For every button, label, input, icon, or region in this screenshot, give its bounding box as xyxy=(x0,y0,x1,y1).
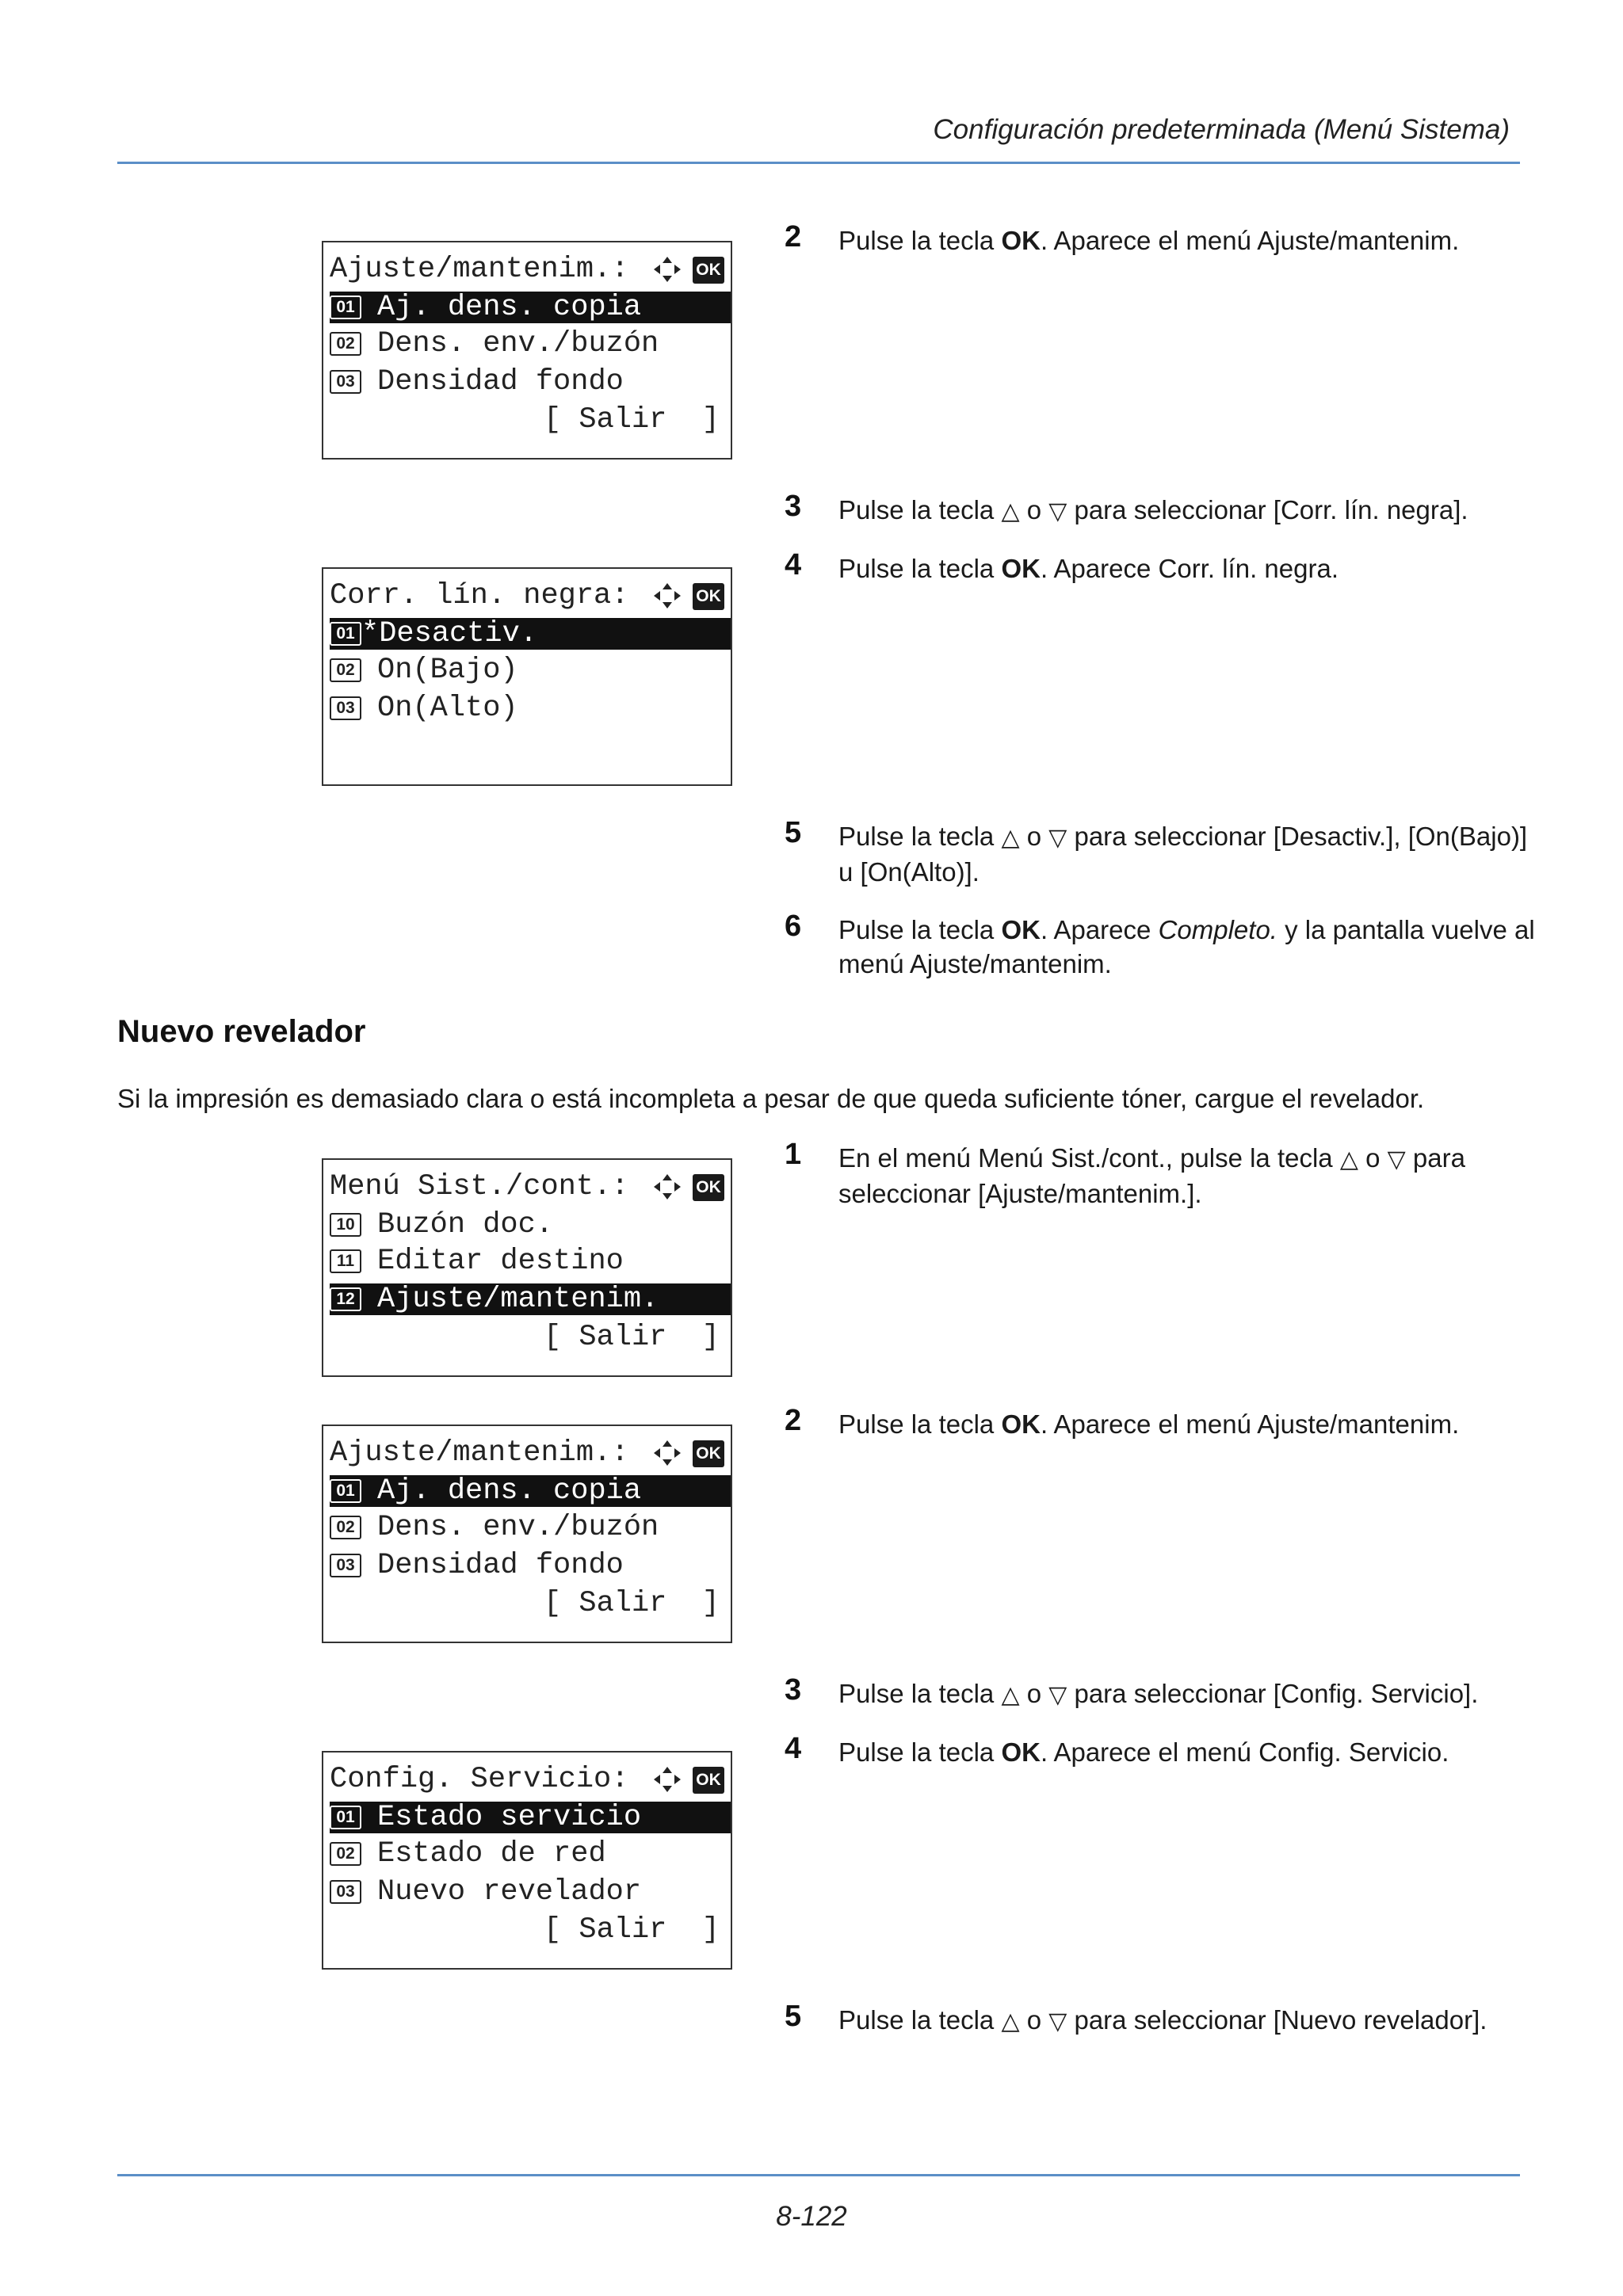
row-label: Densidad fondo xyxy=(377,365,624,399)
section-intro: Si la impresión es demasiado clara o está incompleta a pesar de que queda suficiente tóner, cargue el revelador. xyxy=(117,1084,1425,1113)
up-triangle-icon: △ xyxy=(1001,1682,1020,1708)
page-number: 8-122 xyxy=(776,2201,847,2232)
lcd-title: Ajuste/mantenim.: xyxy=(330,1436,629,1470)
ok-key-icon: OK xyxy=(693,1440,724,1467)
step-number: 2 xyxy=(785,220,802,254)
lcd-row-selected xyxy=(330,1802,731,1833)
step-number: 4 xyxy=(785,1732,802,1765)
lcd-panel-5 xyxy=(322,1751,732,1970)
row-label: Estado de red xyxy=(377,1837,606,1871)
step-text: Pulse la tecla △ o ▽ para seleccionar [Nuevo revelador]. xyxy=(838,2005,1487,2035)
down-triangle-icon: ▽ xyxy=(1048,498,1067,524)
row-number-badge: 02 xyxy=(330,1842,361,1866)
lcd-row xyxy=(330,1245,731,1277)
step-number: 4 xyxy=(785,548,802,582)
row-number-badge: 10 xyxy=(330,1213,361,1237)
step-number: 3 xyxy=(785,1673,802,1707)
step-text: Pulse la tecla △ o ▽ para seleccionar [Corr. lín. negra]. xyxy=(838,495,1468,524)
ok-key-icon: OK xyxy=(693,1174,724,1201)
lcd-row xyxy=(330,1876,731,1908)
lcd-title: Config. Servicio: xyxy=(330,1763,629,1796)
up-triangle-icon: △ xyxy=(1001,825,1020,851)
row-number-badge: 11 xyxy=(330,1249,361,1273)
row-number-badge: 12 xyxy=(330,1287,361,1311)
row-number-badge: 01 xyxy=(330,1806,361,1829)
ok-key-icon: OK xyxy=(693,257,724,284)
row-label: Densidad fondo xyxy=(377,1549,624,1582)
row-number-badge: 03 xyxy=(330,370,361,394)
down-triangle-icon: ▽ xyxy=(1048,825,1067,851)
step-number: 1 xyxy=(785,1138,802,1171)
row-number-badge: 03 xyxy=(330,696,361,720)
step-text: En el menú Menú Sist./cont., pulse la tecla △ o ▽ para seleccionar [Ajuste/mantenim.]. xyxy=(838,1143,1465,1208)
completed-message: Completo. xyxy=(1158,915,1277,944)
four-way-arrow-icon xyxy=(651,582,683,610)
down-triangle-icon: ▽ xyxy=(1048,1682,1067,1708)
lcd-panel-3 xyxy=(322,1158,732,1377)
step-number: 2 xyxy=(785,1404,802,1437)
step-number: 3 xyxy=(785,490,802,523)
row-number-badge: 03 xyxy=(330,1880,361,1904)
row-label: Editar destino xyxy=(377,1245,624,1278)
row-number-badge: 02 xyxy=(330,332,361,356)
lcd-panel-2 xyxy=(322,567,732,786)
four-way-arrow-icon xyxy=(651,255,683,284)
header-rule xyxy=(117,162,1520,164)
lcd-panel-4 xyxy=(322,1425,732,1643)
row-label: Dens. env./buzón xyxy=(377,327,659,360)
ok-key-label: OK xyxy=(1001,1737,1041,1767)
page-header-title: Configuración predeterminada (Menú Sistema) xyxy=(933,114,1510,145)
row-label: Ajuste/mantenim. xyxy=(377,1283,659,1316)
lcd-row xyxy=(330,1209,731,1241)
four-way-arrow-icon xyxy=(651,1173,683,1201)
step-text: Pulse la tecla OK. Aparece el menú Ajuste/mantenim. xyxy=(838,226,1460,255)
down-triangle-icon: ▽ xyxy=(1387,1146,1406,1173)
ok-key-label: OK xyxy=(1001,1409,1041,1439)
lcd-exit-softkey: [ Salir ] xyxy=(543,1913,720,1947)
ok-key-icon: OK xyxy=(693,583,724,610)
row-number-badge: 02 xyxy=(330,1516,361,1539)
lcd-exit-softkey: [ Salir ] xyxy=(543,403,720,437)
row-label: Nuevo revelador xyxy=(377,1875,642,1909)
row-number-badge: 01 xyxy=(330,296,361,319)
row-label: Estado servicio xyxy=(377,1801,642,1834)
row-label: On(Alto) xyxy=(377,692,518,725)
four-way-arrow-icon xyxy=(651,1439,683,1467)
ok-key-label: OK xyxy=(1001,915,1041,944)
lcd-row xyxy=(330,328,731,360)
step-text: Pulse la tecla △ o ▽ para seleccionar [Config. Servicio]. xyxy=(838,1679,1479,1708)
ok-key-icon: OK xyxy=(693,1767,724,1794)
up-triangle-icon: △ xyxy=(1339,1146,1358,1173)
step-number: 6 xyxy=(785,910,802,943)
ok-key-label: OK xyxy=(1001,554,1041,583)
row-label: Aj. dens. copia xyxy=(377,1474,642,1508)
lcd-title: Ajuste/mantenim.: xyxy=(330,253,629,286)
row-number-badge: 01 xyxy=(330,1479,361,1503)
lcd-row-selected xyxy=(330,1283,731,1315)
ok-key-label: OK xyxy=(1001,226,1041,255)
row-label: Aj. dens. copia xyxy=(377,291,642,324)
row-number-badge: 03 xyxy=(330,1554,361,1577)
lcd-exit-softkey: [ Salir ] xyxy=(543,1587,720,1620)
up-triangle-icon: △ xyxy=(1001,498,1020,524)
step-text: Pulse la tecla OK. Aparece el menú Config. Servicio. xyxy=(838,1737,1449,1767)
lcd-row xyxy=(330,692,731,724)
lcd-row xyxy=(330,366,731,398)
row-label: On(Bajo) xyxy=(377,654,518,687)
lcd-row xyxy=(330,654,731,686)
row-label: Buzón doc. xyxy=(377,1208,554,1241)
row-label: *Desactiv. xyxy=(361,617,538,650)
lcd-exit-softkey: [ Salir ] xyxy=(543,1321,720,1354)
lcd-panel-1 xyxy=(322,241,732,460)
row-number-badge: 02 xyxy=(330,658,361,682)
step-number: 5 xyxy=(785,2000,802,2033)
lcd-row-selected xyxy=(330,292,731,323)
row-number-badge: 01 xyxy=(330,622,361,646)
lcd-title: Corr. lín. negra: xyxy=(330,579,629,612)
step-number: 5 xyxy=(785,816,802,849)
down-triangle-icon: ▽ xyxy=(1048,2008,1067,2035)
lcd-title: Menú Sist./cont.: xyxy=(330,1170,629,1203)
lcd-row xyxy=(330,1550,731,1581)
lcd-row-selected xyxy=(330,1475,731,1507)
footer-rule xyxy=(117,2174,1520,2176)
lcd-row xyxy=(330,1512,731,1543)
lcd-row xyxy=(330,1838,731,1870)
up-triangle-icon: △ xyxy=(1001,2008,1020,2035)
four-way-arrow-icon xyxy=(651,1765,683,1794)
step-text: Pulse la tecla OK. Aparece el menú Ajuste/mantenim. xyxy=(838,1409,1460,1439)
lcd-row-selected xyxy=(330,618,731,650)
step-text: Pulse la tecla △ o ▽ para seleccionar [Desactiv.], [On(Bajo)] u [On(Alto)]. xyxy=(838,822,1528,887)
step-text: Pulse la tecla OK. Aparece Corr. lín. negra. xyxy=(838,554,1338,583)
step-text: Pulse la tecla OK. Aparece Completo. y la pantalla vuelve al menú Ajuste/mantenim. xyxy=(838,915,1535,978)
section-title: Nuevo revelador xyxy=(117,1014,366,1049)
row-label: Dens. env./buzón xyxy=(377,1511,659,1544)
